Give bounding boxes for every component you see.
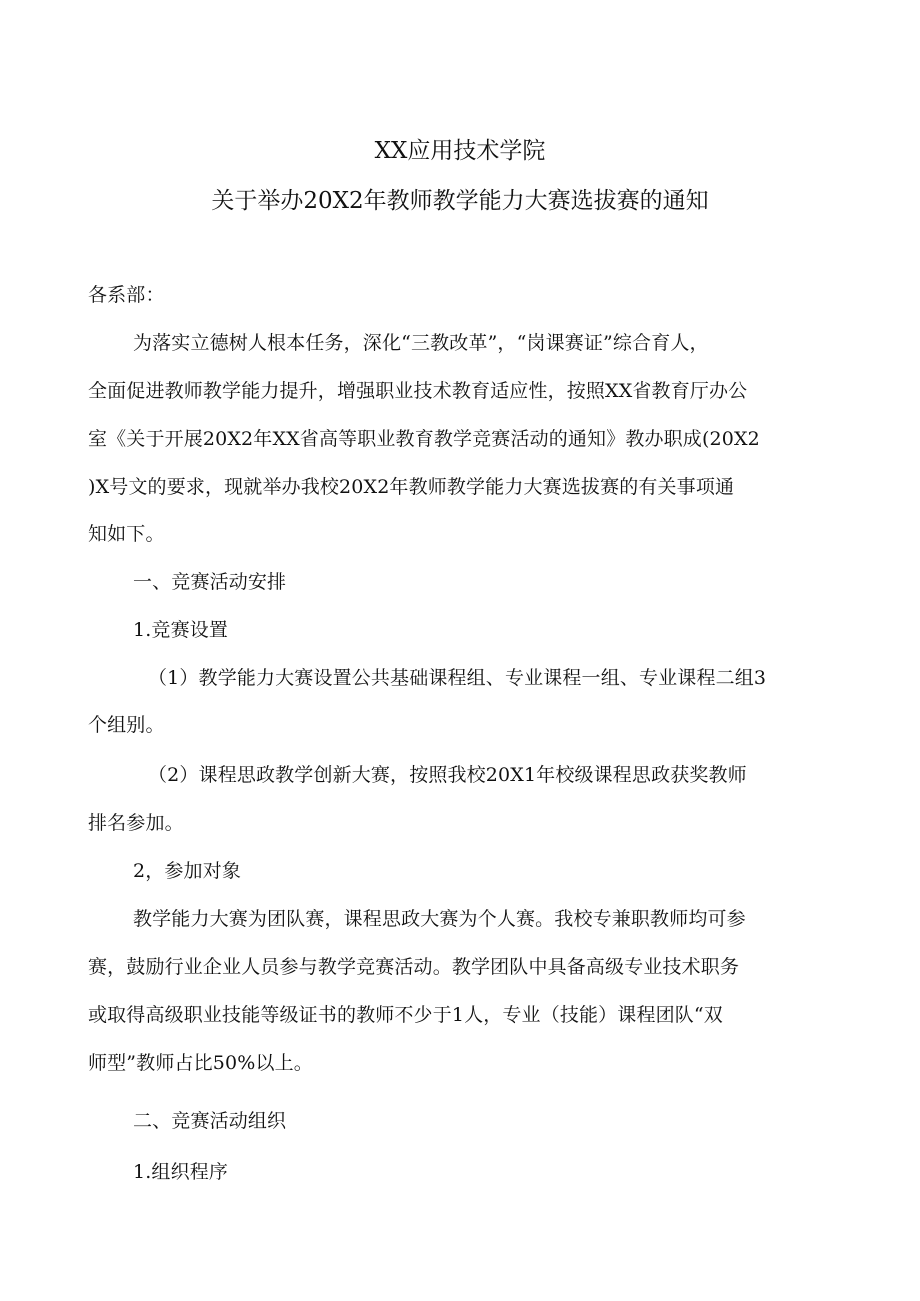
subsection-heading: 1.竞赛设置 [133, 619, 229, 641]
paragraph-line: )X号文的要求，现就举办我校20X2年教师教学能力大赛选拔赛的有关事项通 [88, 476, 735, 498]
paragraph-line: 赛，鼓励行业企业人员参与教学竞赛活动。教学团队中具备高级专业技术职务 [88, 956, 740, 978]
section-heading: 二、竞赛活动组织 [133, 1110, 287, 1132]
paragraph-line: 全面促进教师教学能力提升，增强职业技术教育适应性，按照XX省教育厅办公 [88, 380, 748, 402]
salutation: 各系部： [88, 284, 165, 306]
paragraph-line: 教学能力大赛为团队赛，课程思政大赛为个人赛。我校专兼职教师均可参 [133, 908, 746, 930]
document-title-notice: 关于举办20X2年教师教学能力大赛选拔赛的通知 [211, 188, 709, 214]
list-item-line: （2）课程思政教学创新大赛，按照我校20X1年校级课程思政获奖教师 [148, 764, 747, 786]
list-item-line: 排名参加。 [88, 812, 184, 834]
paragraph-line: 室《关于开展20X2年XX省高等职业教育教学竞赛活动的通知》教办职成(20X2 [88, 428, 760, 450]
paragraph-line: 为落实立德树人根本任务，深化“三教改革”，“岗课赛证”综合育人， [133, 332, 709, 354]
list-item-line: （1）教学能力大赛设置公共基础课程组、专业课程一组、专业课程二组3 [148, 667, 767, 689]
document-title-institution: XX应用技术学院 [374, 138, 546, 164]
paragraph-line: 知如下。 [88, 523, 165, 545]
paragraph-line: 师型”教师占比50%以上。 [88, 1052, 313, 1074]
section-heading: 一、竞赛活动安排 [133, 571, 287, 593]
list-item-line: 个组别。 [88, 714, 165, 736]
paragraph-line: 或取得高级职业技能等级证书的教师不少于1人，专业（技能）课程团队“双 [88, 1004, 723, 1026]
subsection-heading: 1.组织程序 [133, 1161, 229, 1183]
subsection-heading: 2，参加对象 [133, 860, 241, 882]
